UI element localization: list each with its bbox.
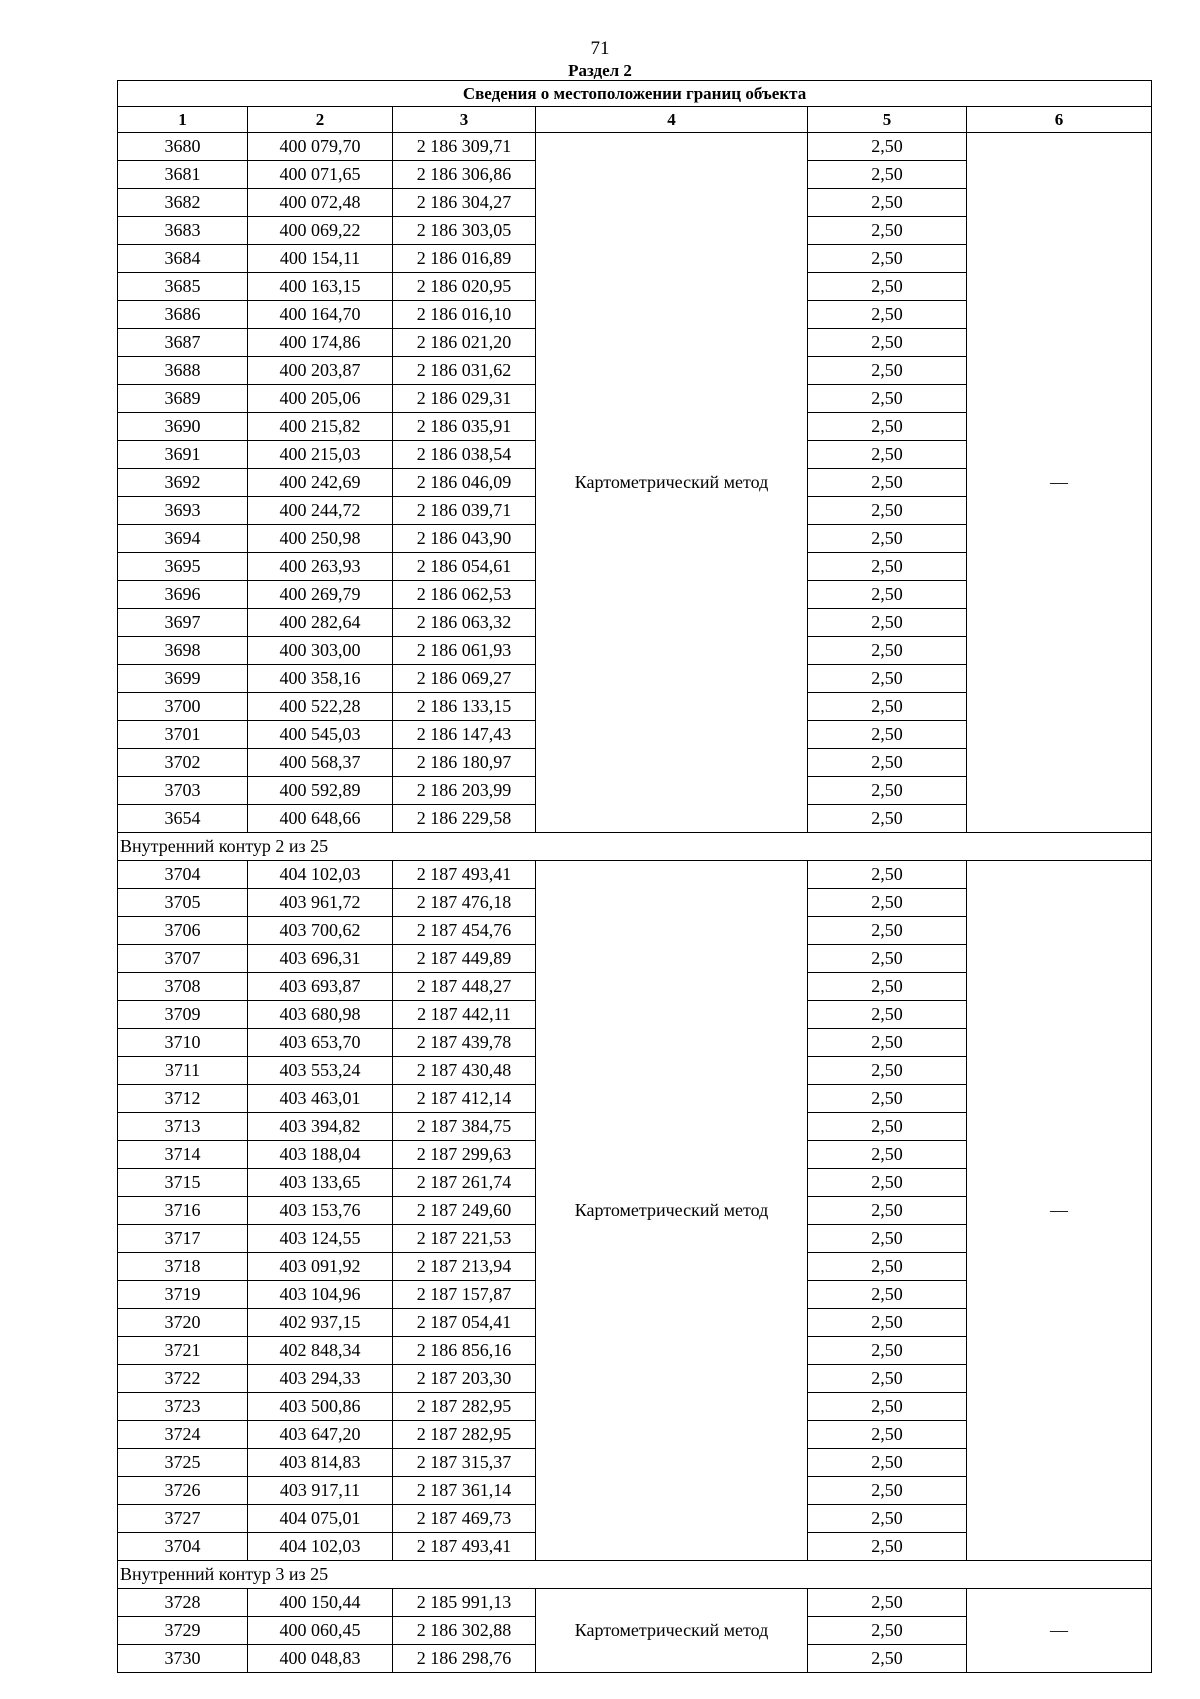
point-number-cell: 3654 — [118, 805, 248, 833]
accuracy-cell: 2,50 — [808, 917, 967, 945]
accuracy-cell: 2,50 — [808, 357, 967, 385]
point-number-cell: 3697 — [118, 609, 248, 637]
point-number-cell: 3715 — [118, 1169, 248, 1197]
accuracy-cell: 2,50 — [808, 273, 967, 301]
y-coordinate-cell: 2 186 302,88 — [393, 1617, 536, 1645]
point-number-cell: 3701 — [118, 721, 248, 749]
point-number-cell: 3711 — [118, 1057, 248, 1085]
section-label: Раздел 2 — [568, 61, 632, 80]
y-coordinate-cell: 2 186 304,27 — [393, 189, 536, 217]
accuracy-cell: 2,50 — [808, 1309, 967, 1337]
accuracy-cell: 2,50 — [808, 665, 967, 693]
column-header: 6 — [967, 107, 1152, 133]
y-coordinate-cell: 2 186 229,58 — [393, 805, 536, 833]
point-number-cell: 3713 — [118, 1113, 248, 1141]
x-coordinate-cell: 403 680,98 — [248, 1001, 393, 1029]
x-coordinate-cell: 400 522,28 — [248, 693, 393, 721]
accuracy-cell: 2,50 — [808, 749, 967, 777]
accuracy-cell: 2,50 — [808, 609, 967, 637]
accuracy-cell: 2,50 — [808, 1085, 967, 1113]
x-coordinate-cell: 403 696,31 — [248, 945, 393, 973]
accuracy-cell: 2,50 — [808, 1225, 967, 1253]
y-coordinate-cell: 2 187 449,89 — [393, 945, 536, 973]
accuracy-cell: 2,50 — [808, 1617, 967, 1645]
point-number-cell: 3726 — [118, 1477, 248, 1505]
point-number-cell: 3725 — [118, 1449, 248, 1477]
column-header: 2 — [248, 107, 393, 133]
x-coordinate-cell: 403 647,20 — [248, 1421, 393, 1449]
x-coordinate-cell: 404 075,01 — [248, 1505, 393, 1533]
accuracy-cell: 2,50 — [808, 553, 967, 581]
x-coordinate-cell: 403 188,04 — [248, 1141, 393, 1169]
accuracy-cell: 2,50 — [808, 1141, 967, 1169]
point-number-cell: 3708 — [118, 973, 248, 1001]
x-coordinate-cell: 400 163,15 — [248, 273, 393, 301]
x-coordinate-cell: 403 700,62 — [248, 917, 393, 945]
point-number-cell: 3680 — [118, 133, 248, 161]
x-coordinate-cell: 403 500,86 — [248, 1393, 393, 1421]
column-number-row — [118, 107, 1152, 133]
accuracy-cell: 2,50 — [808, 637, 967, 665]
accuracy-cell: 2,50 — [808, 441, 967, 469]
method-cell: Картометрический метод — [536, 1589, 808, 1673]
accuracy-cell: 2,50 — [808, 301, 967, 329]
accuracy-cell: 2,50 — [808, 1393, 967, 1421]
column-header: 4 — [536, 107, 808, 133]
x-coordinate-cell: 400 545,03 — [248, 721, 393, 749]
x-coordinate-cell: 403 091,92 — [248, 1253, 393, 1281]
y-coordinate-cell: 2 186 031,62 — [393, 357, 536, 385]
point-number-cell: 3687 — [118, 329, 248, 357]
point-number-cell: 3727 — [118, 1505, 248, 1533]
x-coordinate-cell: 400 205,06 — [248, 385, 393, 413]
accuracy-cell: 2,50 — [808, 693, 967, 721]
x-coordinate-cell: 400 263,93 — [248, 553, 393, 581]
x-coordinate-cell: 403 133,65 — [248, 1169, 393, 1197]
point-number-cell: 3719 — [118, 1281, 248, 1309]
y-coordinate-cell: 2 186 303,05 — [393, 217, 536, 245]
y-coordinate-cell: 2 186 203,99 — [393, 777, 536, 805]
accuracy-cell: 2,50 — [808, 889, 967, 917]
y-coordinate-cell: 2 186 062,53 — [393, 581, 536, 609]
x-coordinate-cell: 400 250,98 — [248, 525, 393, 553]
x-coordinate-cell: 400 592,89 — [248, 777, 393, 805]
accuracy-cell: 2,50 — [808, 1197, 967, 1225]
y-coordinate-cell: 2 187 442,11 — [393, 1001, 536, 1029]
contour-header-row — [118, 833, 1152, 861]
accuracy-cell: 2,50 — [808, 217, 967, 245]
method-cell: Картометрический метод — [536, 861, 808, 1561]
table-row — [118, 861, 1152, 889]
x-coordinate-cell: 400 072,48 — [248, 189, 393, 217]
x-coordinate-cell: 403 124,55 — [248, 1225, 393, 1253]
point-number-cell: 3728 — [118, 1589, 248, 1617]
contour-label: Внутренний контур 2 из 25 — [118, 833, 1152, 861]
y-coordinate-cell: 2 186 038,54 — [393, 441, 536, 469]
x-coordinate-cell: 402 937,15 — [248, 1309, 393, 1337]
point-number-cell: 3706 — [118, 917, 248, 945]
y-coordinate-cell: 2 186 309,71 — [393, 133, 536, 161]
point-number-cell: 3704 — [118, 1533, 248, 1561]
x-coordinate-cell: 402 848,34 — [248, 1337, 393, 1365]
accuracy-cell: 2,50 — [808, 1281, 967, 1309]
x-coordinate-cell: 403 394,82 — [248, 1113, 393, 1141]
accuracy-cell: 2,50 — [808, 161, 967, 189]
point-number-cell: 3724 — [118, 1421, 248, 1449]
point-number-cell: 3694 — [118, 525, 248, 553]
accuracy-cell: 2,50 — [808, 805, 967, 833]
table-row — [118, 1589, 1152, 1617]
y-coordinate-cell: 2 187 384,75 — [393, 1113, 536, 1141]
column-header: 5 — [808, 107, 967, 133]
accuracy-cell: 2,50 — [808, 1169, 967, 1197]
y-coordinate-cell: 2 187 439,78 — [393, 1029, 536, 1057]
y-coordinate-cell: 2 186 016,10 — [393, 301, 536, 329]
accuracy-cell: 2,50 — [808, 1113, 967, 1141]
y-coordinate-cell: 2 186 043,90 — [393, 525, 536, 553]
accuracy-cell: 2,50 — [808, 1421, 967, 1449]
boundary-coordinates-table — [117, 80, 1152, 1673]
x-coordinate-cell: 400 215,03 — [248, 441, 393, 469]
x-coordinate-cell: 400 071,65 — [248, 161, 393, 189]
point-number-cell: 3693 — [118, 497, 248, 525]
accuracy-cell: 2,50 — [808, 1365, 967, 1393]
contour-label: Внутренний контур 3 из 25 — [118, 1561, 1152, 1589]
x-coordinate-cell: 400 303,00 — [248, 637, 393, 665]
accuracy-cell: 2,50 — [808, 1057, 967, 1085]
accuracy-cell: 2,50 — [808, 245, 967, 273]
accuracy-cell: 2,50 — [808, 413, 967, 441]
column-header: 3 — [393, 107, 536, 133]
accuracy-cell: 2,50 — [808, 189, 967, 217]
description-cell: — — [967, 861, 1152, 1561]
accuracy-cell: 2,50 — [808, 1449, 967, 1477]
y-coordinate-cell: 2 186 180,97 — [393, 749, 536, 777]
x-coordinate-cell: 400 150,44 — [248, 1589, 393, 1617]
accuracy-cell: 2,50 — [808, 329, 967, 357]
point-number-cell: 3730 — [118, 1645, 248, 1673]
table-title-row — [118, 81, 1152, 107]
y-coordinate-cell: 2 187 213,94 — [393, 1253, 536, 1281]
point-number-cell: 3729 — [118, 1617, 248, 1645]
point-number-cell: 3709 — [118, 1001, 248, 1029]
x-coordinate-cell: 403 463,01 — [248, 1085, 393, 1113]
point-number-cell: 3707 — [118, 945, 248, 973]
y-coordinate-cell: 2 187 469,73 — [393, 1505, 536, 1533]
y-coordinate-cell: 2 186 147,43 — [393, 721, 536, 749]
accuracy-cell: 2,50 — [808, 1533, 967, 1561]
point-number-cell: 3714 — [118, 1141, 248, 1169]
point-number-cell: 3720 — [118, 1309, 248, 1337]
accuracy-cell: 2,50 — [808, 385, 967, 413]
x-coordinate-cell: 403 814,83 — [248, 1449, 393, 1477]
accuracy-cell: 2,50 — [808, 1337, 967, 1365]
point-number-cell: 3699 — [118, 665, 248, 693]
point-number-cell: 3681 — [118, 161, 248, 189]
y-coordinate-cell: 2 186 063,32 — [393, 609, 536, 637]
point-number-cell: 3690 — [118, 413, 248, 441]
y-coordinate-cell: 2 186 133,15 — [393, 693, 536, 721]
y-coordinate-cell: 2 185 991,13 — [393, 1589, 536, 1617]
accuracy-cell: 2,50 — [808, 1589, 967, 1617]
point-number-cell: 3692 — [118, 469, 248, 497]
y-coordinate-cell: 2 187 412,14 — [393, 1085, 536, 1113]
point-number-cell: 3718 — [118, 1253, 248, 1281]
accuracy-cell: 2,50 — [808, 973, 967, 1001]
point-number-cell: 3688 — [118, 357, 248, 385]
x-coordinate-cell: 400 244,72 — [248, 497, 393, 525]
x-coordinate-cell: 403 961,72 — [248, 889, 393, 917]
x-coordinate-cell: 400 568,37 — [248, 749, 393, 777]
y-coordinate-cell: 2 187 203,30 — [393, 1365, 536, 1393]
point-number-cell: 3698 — [118, 637, 248, 665]
accuracy-cell: 2,50 — [808, 945, 967, 973]
y-coordinate-cell: 2 186 039,71 — [393, 497, 536, 525]
point-number-cell: 3710 — [118, 1029, 248, 1057]
y-coordinate-cell: 2 187 157,87 — [393, 1281, 536, 1309]
y-coordinate-cell: 2 186 298,76 — [393, 1645, 536, 1673]
point-number-cell: 3695 — [118, 553, 248, 581]
accuracy-cell: 2,50 — [808, 721, 967, 749]
x-coordinate-cell: 400 282,64 — [248, 609, 393, 637]
y-coordinate-cell: 2 187 221,53 — [393, 1225, 536, 1253]
table-title: Сведения о местоположении границ объекта — [118, 81, 1152, 107]
y-coordinate-cell: 2 186 306,86 — [393, 161, 536, 189]
x-coordinate-cell: 400 069,22 — [248, 217, 393, 245]
point-number-cell: 3696 — [118, 581, 248, 609]
accuracy-cell: 2,50 — [808, 1505, 967, 1533]
accuracy-cell: 2,50 — [808, 133, 967, 161]
x-coordinate-cell: 403 917,11 — [248, 1477, 393, 1505]
y-coordinate-cell: 2 187 476,18 — [393, 889, 536, 917]
x-coordinate-cell: 403 693,87 — [248, 973, 393, 1001]
point-number-cell: 3705 — [118, 889, 248, 917]
accuracy-cell: 2,50 — [808, 525, 967, 553]
x-coordinate-cell: 403 553,24 — [248, 1057, 393, 1085]
point-number-cell: 3704 — [118, 861, 248, 889]
y-coordinate-cell: 2 187 448,27 — [393, 973, 536, 1001]
description-cell: — — [967, 133, 1152, 833]
point-number-cell: 3716 — [118, 1197, 248, 1225]
accuracy-cell: 2,50 — [808, 581, 967, 609]
x-coordinate-cell: 400 203,87 — [248, 357, 393, 385]
x-coordinate-cell: 400 164,70 — [248, 301, 393, 329]
point-number-cell: 3689 — [118, 385, 248, 413]
accuracy-cell: 2,50 — [808, 777, 967, 805]
accuracy-cell: 2,50 — [808, 1029, 967, 1057]
x-coordinate-cell: 400 215,82 — [248, 413, 393, 441]
accuracy-cell: 2,50 — [808, 497, 967, 525]
y-coordinate-cell: 2 186 020,95 — [393, 273, 536, 301]
x-coordinate-cell: 400 174,86 — [248, 329, 393, 357]
y-coordinate-cell: 2 186 016,89 — [393, 245, 536, 273]
x-coordinate-cell: 400 242,69 — [248, 469, 393, 497]
x-coordinate-cell: 403 653,70 — [248, 1029, 393, 1057]
y-coordinate-cell: 2 186 021,20 — [393, 329, 536, 357]
accuracy-cell: 2,50 — [808, 469, 967, 497]
point-number-cell: 3685 — [118, 273, 248, 301]
y-coordinate-cell: 2 187 493,41 — [393, 1533, 536, 1561]
point-number-cell: 3700 — [118, 693, 248, 721]
y-coordinate-cell: 2 186 054,61 — [393, 553, 536, 581]
table-row — [118, 133, 1152, 161]
y-coordinate-cell: 2 187 282,95 — [393, 1393, 536, 1421]
accuracy-cell: 2,50 — [808, 1001, 967, 1029]
contour-header-row — [118, 1561, 1152, 1589]
y-coordinate-cell: 2 187 315,37 — [393, 1449, 536, 1477]
point-number-cell: 3703 — [118, 777, 248, 805]
point-number-cell: 3717 — [118, 1225, 248, 1253]
y-coordinate-cell: 2 186 035,91 — [393, 413, 536, 441]
accuracy-cell: 2,50 — [808, 1645, 967, 1673]
x-coordinate-cell: 400 269,79 — [248, 581, 393, 609]
page-number: 71 — [590, 38, 610, 59]
point-number-cell: 3712 — [118, 1085, 248, 1113]
y-coordinate-cell: 2 187 493,41 — [393, 861, 536, 889]
x-coordinate-cell: 400 648,66 — [248, 805, 393, 833]
description-cell: — — [967, 1589, 1152, 1673]
y-coordinate-cell: 2 187 430,48 — [393, 1057, 536, 1085]
method-cell: Картометрический метод — [536, 133, 808, 833]
x-coordinate-cell: 404 102,03 — [248, 1533, 393, 1561]
y-coordinate-cell: 2 186 069,27 — [393, 665, 536, 693]
point-number-cell: 3723 — [118, 1393, 248, 1421]
point-number-cell: 3691 — [118, 441, 248, 469]
y-coordinate-cell: 2 186 856,16 — [393, 1337, 536, 1365]
x-coordinate-cell: 403 153,76 — [248, 1197, 393, 1225]
point-number-cell: 3683 — [118, 217, 248, 245]
point-number-cell: 3684 — [118, 245, 248, 273]
y-coordinate-cell: 2 187 454,76 — [393, 917, 536, 945]
accuracy-cell: 2,50 — [808, 1477, 967, 1505]
y-coordinate-cell: 2 187 299,63 — [393, 1141, 536, 1169]
y-coordinate-cell: 2 187 249,60 — [393, 1197, 536, 1225]
x-coordinate-cell: 400 358,16 — [248, 665, 393, 693]
x-coordinate-cell: 400 048,83 — [248, 1645, 393, 1673]
x-coordinate-cell: 400 079,70 — [248, 133, 393, 161]
table-body — [118, 133, 1152, 1673]
y-coordinate-cell: 2 186 046,09 — [393, 469, 536, 497]
y-coordinate-cell: 2 186 029,31 — [393, 385, 536, 413]
point-number-cell: 3722 — [118, 1365, 248, 1393]
x-coordinate-cell: 404 102,03 — [248, 861, 393, 889]
x-coordinate-cell: 403 294,33 — [248, 1365, 393, 1393]
x-coordinate-cell: 400 154,11 — [248, 245, 393, 273]
point-number-cell: 3702 — [118, 749, 248, 777]
column-header: 1 — [118, 107, 248, 133]
point-number-cell: 3682 — [118, 189, 248, 217]
x-coordinate-cell: 400 060,45 — [248, 1617, 393, 1645]
y-coordinate-cell: 2 187 054,41 — [393, 1309, 536, 1337]
y-coordinate-cell: 2 187 361,14 — [393, 1477, 536, 1505]
accuracy-cell: 2,50 — [808, 861, 967, 889]
point-number-cell: 3686 — [118, 301, 248, 329]
point-number-cell: 3721 — [118, 1337, 248, 1365]
y-coordinate-cell: 2 187 282,95 — [393, 1421, 536, 1449]
accuracy-cell: 2,50 — [808, 1253, 967, 1281]
y-coordinate-cell: 2 186 061,93 — [393, 637, 536, 665]
y-coordinate-cell: 2 187 261,74 — [393, 1169, 536, 1197]
x-coordinate-cell: 403 104,96 — [248, 1281, 393, 1309]
